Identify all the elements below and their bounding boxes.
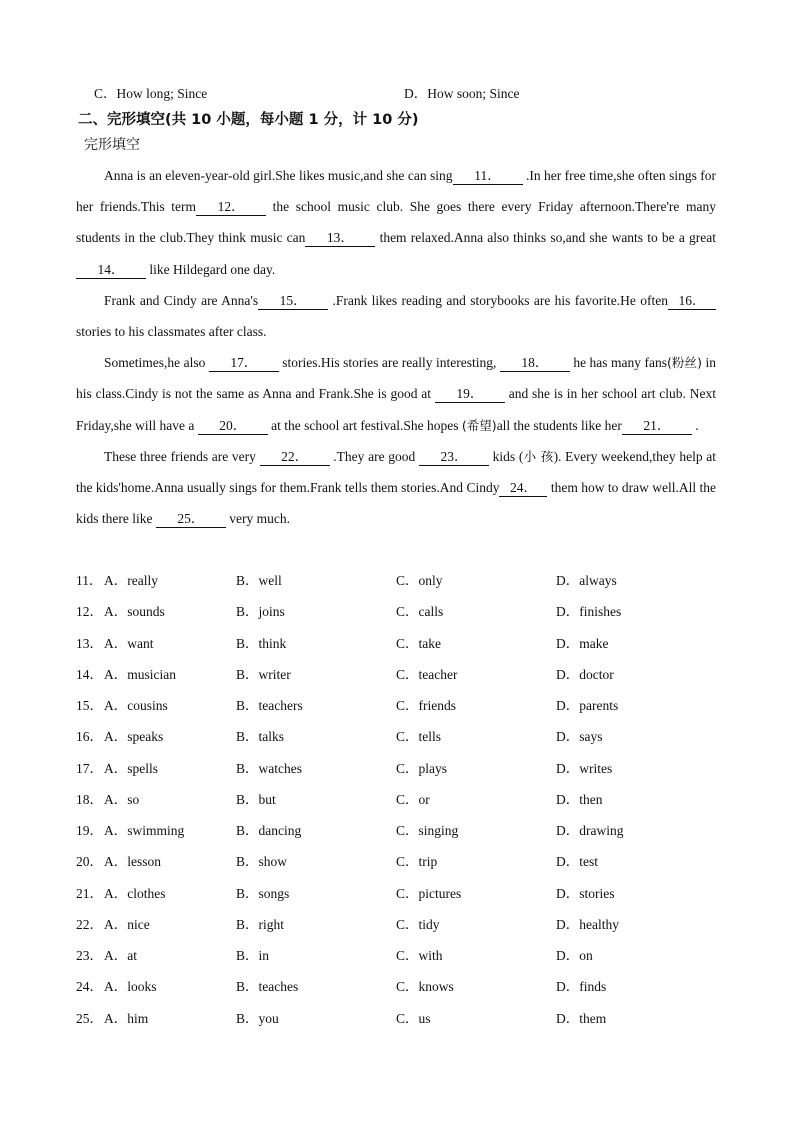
option-d: D．them — [556, 1010, 607, 1026]
option-b: B．in — [236, 948, 270, 963]
passage-text: stories to his classmates after class. — [76, 324, 267, 340]
blank-16: 16． — [668, 293, 716, 310]
option-a: A．cousins — [104, 698, 168, 713]
option-c: C．with — [396, 948, 443, 963]
passage-text: all the students like her — [496, 417, 622, 433]
option-c: C．calls — [396, 604, 444, 620]
question-number: 12． — [76, 604, 103, 620]
option-b: B．you — [236, 1010, 279, 1026]
question-number: 23． — [76, 948, 103, 963]
section-subheading: 完形填空 — [84, 137, 140, 153]
passage-text: them relaxed.Anna also thinks so,and she wants to be a great — [375, 230, 716, 246]
question-number: 13． — [76, 635, 103, 651]
chinese-gloss: 小 孩 — [523, 448, 554, 464]
option-d: D．How soon; Since — [404, 86, 520, 101]
question-row — [76, 721, 716, 752]
blank-13: 13． — [305, 230, 375, 247]
passage-text: and she is in her school art club. Next Friday,she will have a — [76, 386, 716, 433]
blank-18: 18． — [500, 355, 570, 372]
option-c: C．tells — [396, 729, 442, 745]
option-a: A．lesson — [104, 854, 161, 870]
option-c: C．only — [396, 573, 443, 588]
option-a: A．speaks — [104, 729, 164, 745]
option-c: C．singing — [396, 823, 459, 838]
option-a: A．so — [104, 791, 140, 807]
passage-text: like Hildegard one day. — [146, 261, 276, 277]
blank-12: 12． — [196, 199, 266, 216]
option-d: D．on — [556, 948, 593, 963]
passage-text: Anna is an eleven-year-old girl.She likes music,and she can sing — [104, 168, 453, 183]
question-number: 16． — [76, 729, 103, 745]
question-row — [76, 971, 716, 1002]
question-row — [76, 659, 716, 690]
option-d: D．then — [556, 791, 603, 807]
blank-24: 24． — [499, 480, 547, 497]
question-number: 24． — [76, 979, 103, 995]
option-d: D．make — [556, 635, 609, 651]
option-c: C．pictures — [396, 885, 462, 901]
option-d: D．finds — [556, 979, 607, 995]
option-b: B．watches — [236, 760, 302, 776]
cloze-passage — [76, 160, 716, 534]
passage-text: Frank and Cindy are Anna's — [104, 292, 259, 308]
blank-15: 15． — [258, 293, 328, 310]
question-row — [76, 690, 716, 721]
option-b: B．joins — [236, 604, 285, 620]
option-a: A．musician — [104, 666, 176, 682]
passage-text: . — [691, 417, 699, 433]
option-b: B．dancing — [236, 823, 302, 838]
option-d: D．parents — [556, 698, 619, 713]
question-row — [76, 565, 716, 596]
question-number: 22． — [76, 916, 103, 932]
option-a: A．looks — [104, 979, 157, 995]
option-c: C．How long; Since — [94, 86, 208, 101]
option-a: A．want — [104, 635, 154, 651]
option-b: B．writer — [236, 666, 291, 682]
option-d: D．drawing — [556, 823, 624, 838]
question-number: 17． — [76, 760, 103, 776]
option-d: D．always — [556, 573, 617, 588]
option-d: D．doctor — [556, 666, 614, 682]
chinese-gloss: (粉丝) — [666, 355, 702, 371]
option-d: D．stories — [556, 885, 615, 901]
paragraph-4 — [76, 441, 716, 535]
option-c: C．or — [396, 791, 430, 807]
option-d: D．finishes — [556, 604, 622, 620]
option-c: C．teacher — [396, 666, 458, 682]
section-heading: 二、完形填空(共 10 小题，每小题 1 分，计 10 分) — [78, 112, 419, 128]
passage-text: he has many fans — [569, 355, 667, 371]
question-row — [76, 909, 716, 940]
question-number: 25． — [76, 1010, 103, 1026]
chinese-gloss: (希望) — [461, 417, 497, 433]
paragraph-2 — [76, 285, 716, 347]
passage-text: at the school art festival.She hopes — [267, 417, 462, 433]
option-c: C．knows — [396, 979, 454, 995]
blank-25: 25． — [156, 511, 226, 528]
question-number: 14． — [76, 666, 103, 682]
option-d: D．test — [556, 854, 598, 870]
passage-text: .They are good — [329, 448, 419, 464]
option-a: A．nice — [104, 916, 150, 932]
passage-text: kids ( — [488, 448, 524, 464]
question-row — [76, 784, 716, 815]
blank-11: 11． — [453, 168, 523, 185]
option-d: D．says — [556, 729, 603, 745]
blank-14: 14． — [76, 262, 146, 279]
option-a: A．at — [104, 948, 137, 963]
passage-text: in his class.Cindy is not the same as Anna and Frank.She is good at — [76, 355, 716, 402]
option-b: B．songs — [236, 885, 290, 901]
blank-17: 17． — [209, 355, 279, 372]
blank-23: 23． — [419, 449, 489, 466]
option-c: C．friends — [396, 698, 456, 713]
paragraph-3 — [76, 347, 716, 441]
previous-question-options — [94, 82, 714, 102]
option-b: B．right — [236, 916, 285, 932]
blank-21: 21． — [622, 418, 692, 435]
question-row — [76, 878, 716, 909]
option-b: B．but — [236, 791, 276, 807]
option-d: D．writes — [556, 760, 613, 776]
question-number: 18． — [76, 791, 103, 807]
question-row — [76, 753, 716, 784]
question-row — [76, 628, 716, 659]
question-number: 15． — [76, 698, 103, 713]
option-b: B．teaches — [236, 979, 299, 995]
option-b: B．well — [236, 573, 282, 588]
question-row — [76, 846, 716, 877]
passage-text: the school music club. She goes there every Friday afternoon.There're many students in the club.They think music can — [76, 199, 717, 246]
answer-options — [76, 565, 716, 1034]
blank-22: 22． — [260, 449, 330, 466]
option-c: C．take — [396, 635, 441, 651]
option-a: A．spells — [104, 760, 158, 776]
question-row — [76, 596, 716, 627]
question-number: 11． — [76, 573, 103, 588]
option-c: C．tidy — [396, 916, 440, 932]
blank-20: 20． — [198, 418, 268, 435]
question-number: 20． — [76, 854, 103, 870]
paragraph-1 — [76, 160, 716, 285]
passage-text: stories.His stories are really interesting, — [278, 355, 500, 371]
passage-text: .Frank likes reading and storybooks are his favorite.He often — [328, 292, 668, 308]
passage-text: ). Every weekend,they help at the kids'home.Anna usually sings for them.Frank tells them stories.And Cindy — [76, 448, 716, 496]
option-a: A．sounds — [104, 604, 165, 620]
question-number: 19． — [76, 823, 103, 838]
option-b: B．teachers — [236, 698, 303, 713]
option-b: B．talks — [236, 729, 285, 745]
option-c: C．plays — [396, 760, 448, 776]
option-a: A．swimming — [104, 823, 185, 838]
passage-text: Sometimes,he also — [104, 355, 209, 371]
question-row — [76, 1003, 716, 1034]
option-b: B．think — [236, 635, 287, 651]
question-number: 21． — [76, 885, 103, 901]
option-d: D．healthy — [556, 916, 619, 932]
passage-text: them how to draw well.All the kids there like — [76, 480, 717, 527]
option-a: A．really — [104, 573, 158, 588]
question-row — [76, 940, 716, 971]
option-c: C．trip — [396, 854, 438, 870]
passage-text: very much. — [225, 511, 290, 527]
option-a: A．him — [104, 1010, 149, 1026]
option-c: C．us — [396, 1010, 431, 1026]
passage-text: .In her free time,she often sings for her friends.This term — [76, 168, 716, 215]
passage-text: These three friends are very — [104, 448, 260, 464]
question-row — [76, 815, 716, 846]
option-a: A．clothes — [104, 885, 166, 901]
blank-19: 19． — [435, 386, 505, 403]
option-b: B．show — [236, 854, 288, 870]
